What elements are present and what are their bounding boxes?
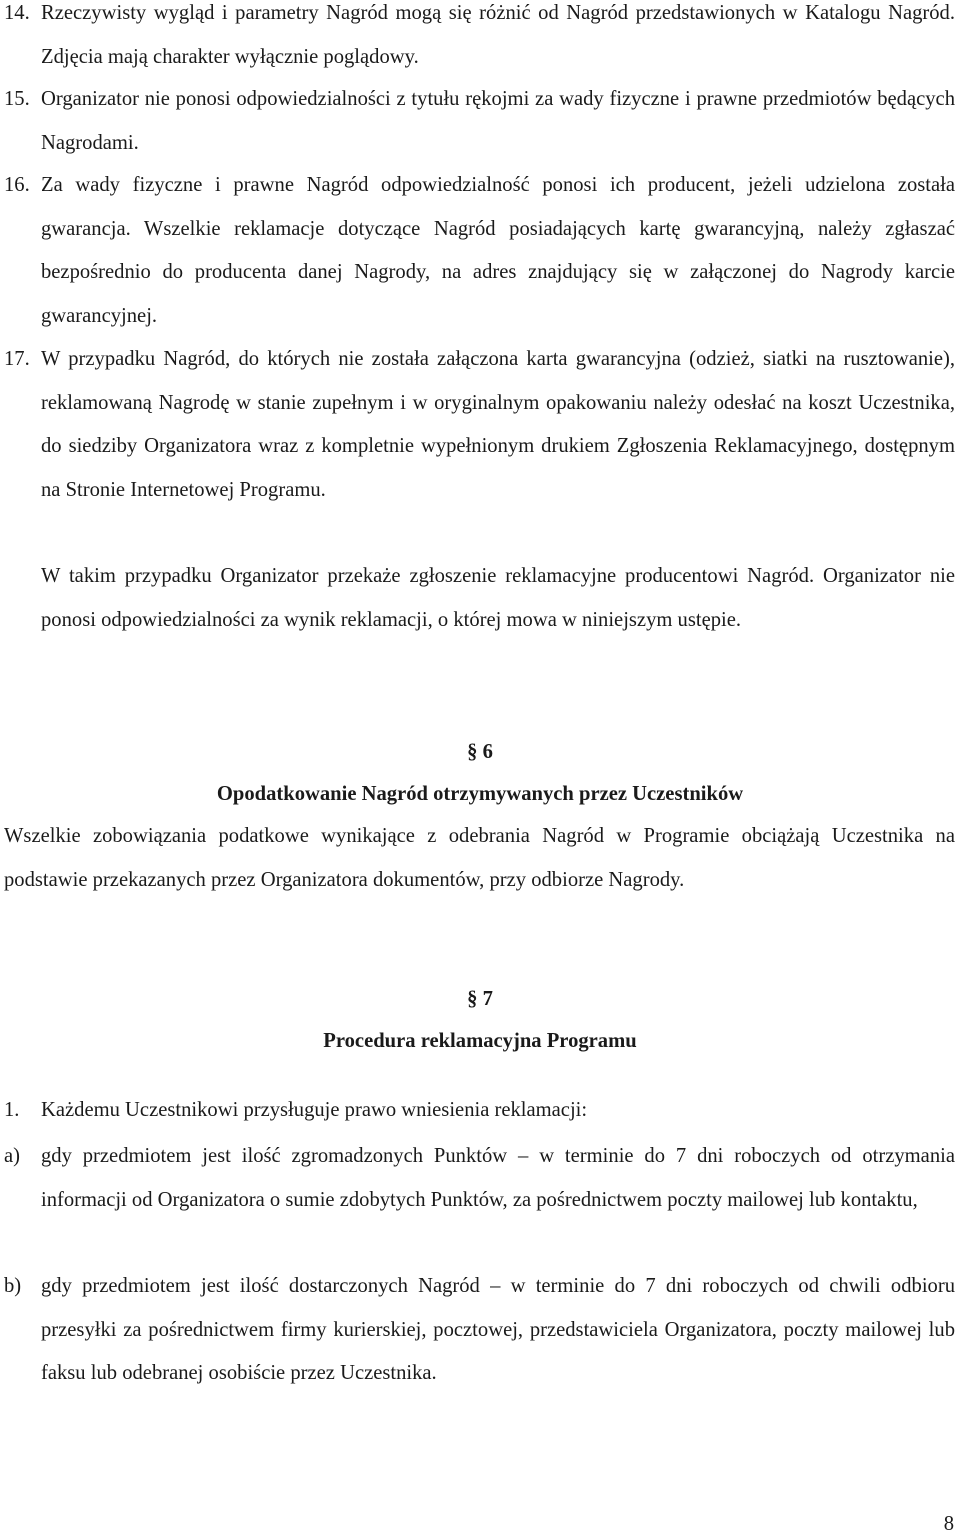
item-number: 16. xyxy=(4,174,30,196)
item-text: gdy przedmiotem jest ilość zgromadzonych Punktów – w terminie do 7 dni roboczych od otrzymania informacji od Organizatora o sumie zdobytych Punktów, za pośrednictwem poczty mailowej lub kontaktu, xyxy=(41,1145,955,1211)
item-text: gdy przedmiotem jest ilość dostarczonych Nagród – w terminie do 7 dni roboczych od chwili odbioru przesyłki za pośrednictwem firmy kurierskiej, pocztowej, przedstawiciela Organizatora, poczty mailowej lub faksu lub odebranej osobiście przez Uczestnika. xyxy=(41,1275,955,1384)
list-item-15 xyxy=(4,78,955,165)
section-number: § 7 xyxy=(467,988,493,1010)
list-item-17 xyxy=(4,338,955,512)
item-text: Rzeczywisty wygląd i parametry Nagród mogą się różnić od Nagród przedstawionych w Katalogu Nagród. Zdjęcia mają charakter wyłącznie poglądowy. xyxy=(41,2,955,68)
item-text: Każdemu Uczestnikowi przysługuje prawo wniesienia reklamacji: xyxy=(41,1099,588,1121)
item-text: W takim przypadku Organizator przekaże zgłoszenie reklamacyjne producentowi Nagród. Organizator nie ponosi odpowiedzialności za wynik reklamacji, o której mowa w niniejszym ustępie. xyxy=(41,565,955,631)
list-item-17-continuation xyxy=(41,555,955,642)
item-text: W przypadku Nagród, do których nie została załączona karta gwarancyjna (odzież, siatki na rusztowanie), reklamowaną Nagrodę w stanie zupełnym i w oryginalnym opakowaniu należy odesłać na koszt Uczestnika, do siedziby Organizatora wraz z kompletnie wypełnionym drukiem Zgłoszenia Reklamacyjnego, dostępnym na Stronie Internetowej Programu. xyxy=(41,348,955,501)
section-title: Opodatkowanie Nagród otrzymywanych przez Uczestników xyxy=(216,783,744,805)
paragraph-text: Wszelkie zobowiązania podatkowe wynikające z odebrania Nagród w Programie obciążają Uczestnika na podstawie przekazanych przez Organizatora dokumentów, przy odbiorze Nagrody. xyxy=(4,825,955,891)
list-item-16 xyxy=(4,164,955,338)
section-title: Procedura reklamacyjna Programu xyxy=(323,1030,637,1052)
item-number: 14. xyxy=(4,2,30,24)
list-item-14 xyxy=(4,0,955,79)
item-letter: b) xyxy=(4,1275,22,1297)
item-number: 15. xyxy=(4,88,30,110)
section-paragraph xyxy=(4,815,955,902)
sub-item-a xyxy=(4,1135,955,1222)
sub-item-b xyxy=(4,1265,955,1396)
item-letter: a) xyxy=(4,1145,20,1167)
item-number: 1. xyxy=(4,1099,20,1121)
item-number: 17. xyxy=(4,348,30,370)
item-text: Organizator nie ponosi odpowiedzialności z tytułu rękojmi za wady fizyczne i prawne przedmiotów będących Nagrodami. xyxy=(41,88,955,154)
page-number: 8 xyxy=(943,1513,954,1535)
item-text: Za wady fizyczne i prawne Nagród odpowiedzialność ponosi ich producent, jeżeli udzielona została gwarancja. Wszelkie reklamacje dotyczące Nagród posiadających kartę gwarancyjną, należy zgłaszać bezpośrednio do producenta danej Nagrody, na adres znajdujący się w załączonej do Nagrody karcie gwarancyjnej. xyxy=(41,174,955,327)
section-number: § 6 xyxy=(467,741,493,763)
list-item-1 xyxy=(4,1089,955,1133)
